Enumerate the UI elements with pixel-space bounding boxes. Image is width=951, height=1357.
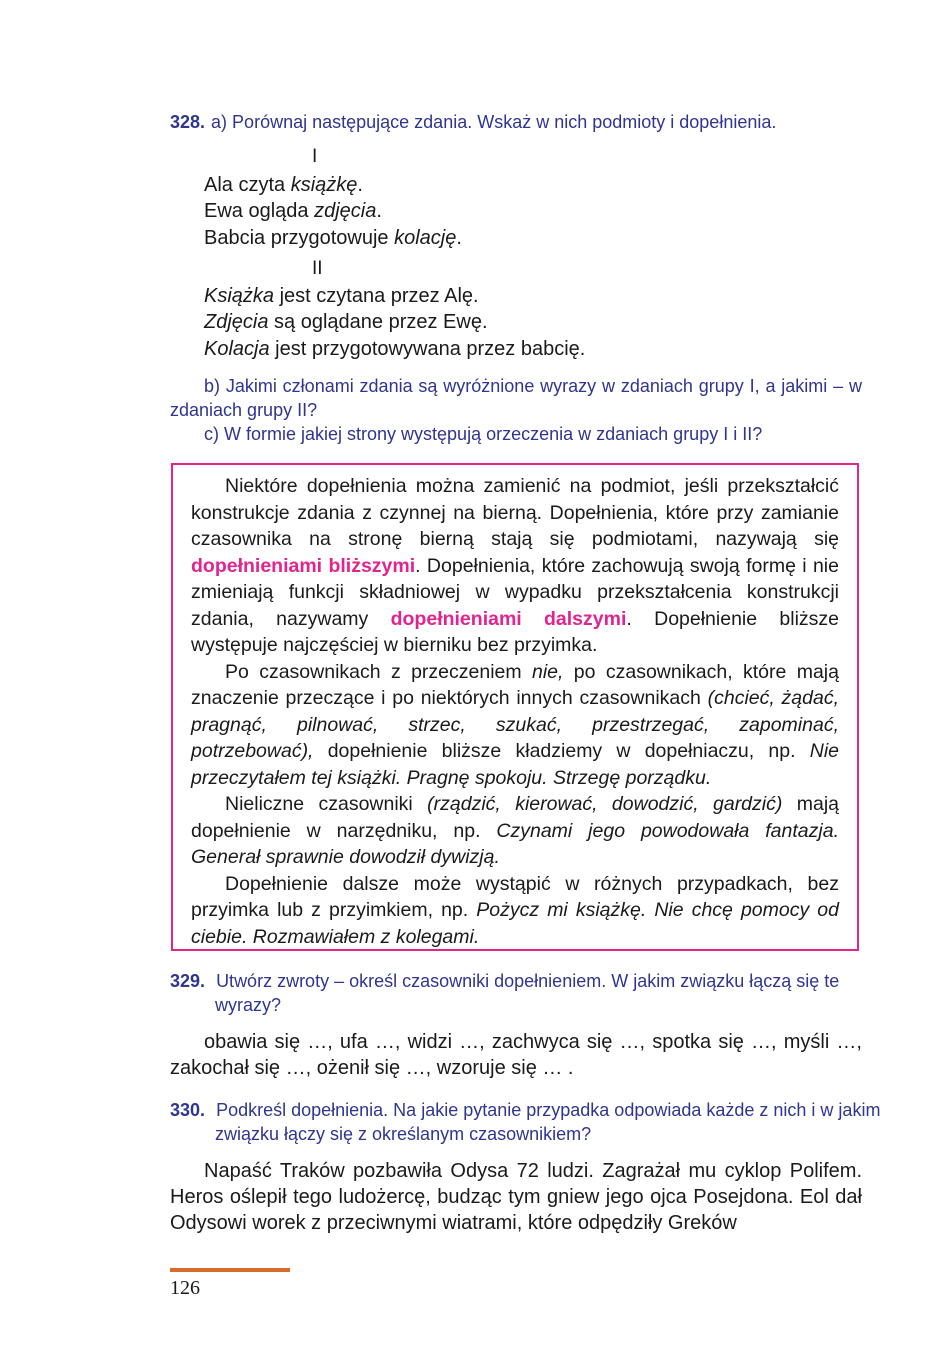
sentence-group1-3: Babcia przygotowuje kolację.: [204, 227, 462, 249]
exercise-number: 328.: [170, 112, 206, 132]
footer-rule: [170, 1268, 290, 1272]
exercise-329-body: obawia się …, ufa …, widzi …, zachwyca się …, spotka się …, myśli …, zakochał się …, ożenił się …, wzoruje się … .: [170, 1031, 862, 1079]
rule-paragraph-2: Po czasownikach z przeczeniem nie, po czasownikach, które mają znaczenie przeczące i po niektórych innych czasownikach (chcieć, żądać, pragnąć, pilnować, strzec, szukać, przestrzegać, zapominać, potrzebować), dopełnienie bliższe kładziemy w dopełniaczu, np. Nie przeczytałem tej książki. Pragnę spokoju. Strzegę porządku.: [191, 660, 839, 789]
grammar-rule-box: [171, 463, 859, 951]
exercise-prompt-c: c) W formie jakiej strony występują orzeczenia w zdaniach grupy I i II?: [204, 424, 763, 444]
sentence-group2-3: Kolacja jest przygotowywana przez babcię.: [204, 338, 586, 360]
rule-paragraph-4: Dopełnienie dalsze może wystąpić w różnych przypadkach, bez przyimka lub z przyimkiem, np. Pożycz mi książkę. Nie chcę pomocy od ciebie. Rozmawiałem z kolegami.: [191, 872, 839, 948]
group-label-2: II: [312, 258, 323, 279]
term-indirect-object: dopełnieniami dalszymi: [390, 607, 627, 630]
sentence-group1-1: Ala czyta książkę.: [204, 174, 363, 196]
exercise-prompt-a: a) Porównaj następujące zdania. Wskaż w nich podmioty i dopełnienia.: [211, 112, 777, 132]
rule-paragraph-1: Niektóre dopełnienia można zamienić na podmiot, jeśli przekształcić konstrukcje zdania z czynnej na bierną. Dopełnienia, które przy zamianie czasownika na stronę bierną stają się podmiotami, nazywają się dopełnieniami bliższymi. Dopełnienia, które zachowują swoją formę i nie zmieniają funkcji składniowej w wypadku przekształcenia konstrukcji zdania, nazywamy dopełnieniami dalszymi. Dopełnienie bliższe występuje najczęściej w bierniku bez przyimka.: [191, 475, 840, 656]
exercise-number: 330.: [170, 1100, 206, 1120]
exercise-330-heading: [170, 1098, 907, 1146]
exercise-prompt: Podkreśl dopełnienia. Na jakie pytanie przypadka odpowiada każde z nich i w jakim związku łączy się z określanym czasownikiem?: [215, 1100, 881, 1144]
sentence-group2-1: Książka jest czytana przez Alę.: [204, 285, 479, 307]
exercise-prompt: Utwórz zwroty – określ czasowniki dopełnieniem. W jakim związku łączą się te wyrazy?: [215, 971, 840, 1015]
exercise-number: 329.: [170, 971, 206, 991]
exercise-330-body: Napaść Traków pozbawiła Odysa 72 ludzi. Zagrażał mu cyklop Polifem. Heros oślepił tego ludożercę, budząc tym gniew jego ojca Posejdona. Eol dał Odysowi worek z przeciwnymi wiatrami, które odpędziły Greków: [170, 1160, 862, 1234]
sentence-group1-2: Ewa ogląda zdjęcia.: [204, 200, 382, 222]
rule-paragraph-3: Nieliczne czasowniki (rządzić, kierować, dowodzić, gardzić) mają dopełnienie w narzędniku, np. Czynami jego powodowała fantazja. Generał sprawnie dowodził dywizją.: [191, 793, 839, 868]
exercise-329-heading: [170, 969, 907, 1017]
term-direct-object: dopełnieniami bliższymi: [191, 554, 416, 577]
group-label-1: I: [312, 146, 318, 167]
page-number: 126: [170, 1277, 200, 1299]
exercise-328-heading: [170, 110, 862, 134]
sentence-group2-2: Zdjęcia są oglądane przez Ewę.: [204, 311, 488, 333]
exercise-prompt-b: b) Jakimi członami zdania są wyróżnione wyrazy w zdaniach grupy I, a jakimi – w zdaniach grupy II?: [170, 376, 862, 420]
